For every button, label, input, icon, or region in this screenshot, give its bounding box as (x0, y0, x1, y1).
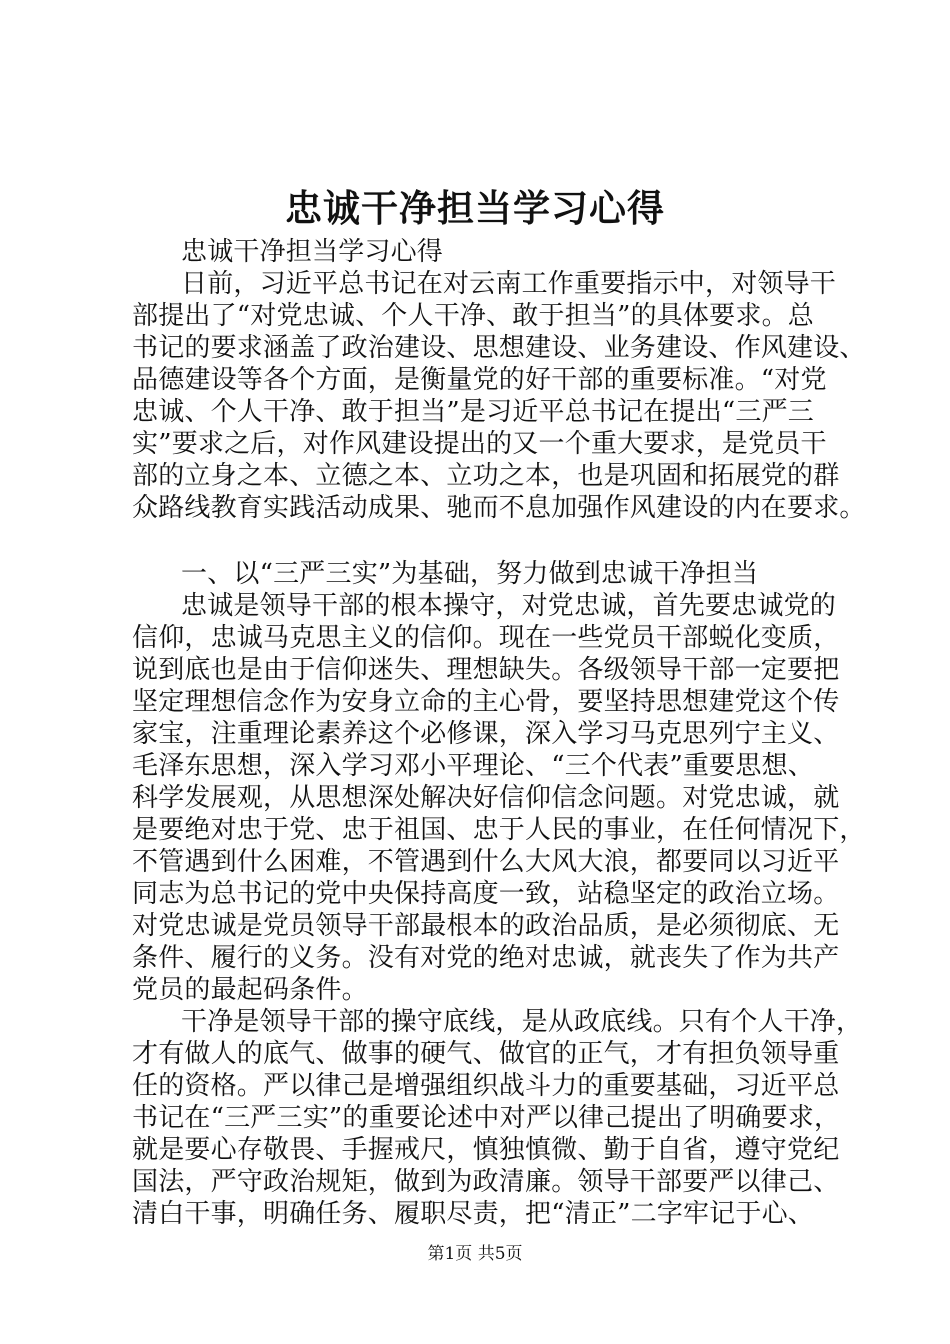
paragraph-line: 说到底也是由于信仰迷失、理想缺失。各级领导干部一定要把 (132, 655, 840, 685)
paragraph-gap (132, 524, 832, 558)
paragraph-line: 众路线教育实践活动成果、驰而不息加强作风建设的内在要求。 (132, 493, 866, 523)
paragraph-line: 品德建设等各个方面，是衡量党的好干部的重要标准。“对党 (132, 365, 827, 395)
paragraph-line: 清白干事，明确任务、履职尽责，把“清正”二字牢记于心、 (132, 1199, 814, 1229)
page-footer: 第1页 共5页 (427, 1244, 523, 1264)
paragraph-line: 部的立身之本、立德之本、立功之本，也是巩固和拓展党的群 (132, 461, 840, 491)
paragraph-line: 书记在“三严三实”的重要论述中对严以律己提出了明确要求， (132, 1103, 841, 1133)
paragraph-line: 国法，严守政治规矩，做到为政清廉。领导干部要严以律己、 (132, 1167, 840, 1197)
paragraph-first-line: 一、以“三严三实”为基础，努力做到忠诚干净担当 (181, 559, 759, 589)
paragraph-line: 部提出了“对党忠诚、个人干净、敢于担当”的具体要求。总 (132, 301, 814, 331)
paragraph-first-line: 干净是领导干部的操守底线，是从政底线。只有个人干净， (181, 1007, 863, 1037)
paragraph-line: 党员的最起码条件。 (132, 975, 368, 1005)
paragraph-first-line: 忠诚是领导干部的根本操守，对党忠诚，首先要忠诚党的 (181, 591, 837, 621)
paragraph-line: 条件、履行的义务。没有对党的绝对忠诚，就丧失了作为共产 (132, 943, 840, 973)
paragraph-line: 是要绝对忠于党、忠于祖国、忠于人民的事业，在任何情况下， (132, 815, 866, 845)
paragraph-line: 书记的要求涵盖了政治建设、思想建设、业务建设、作风建设、 (132, 333, 866, 363)
paragraph-line: 忠诚、个人干净、敢于担当”是习近平总书记在提出“三严三 (132, 397, 814, 427)
paragraph-first-line: 日前，习近平总书记在对云南工作重要指示中，对领导干 (181, 269, 837, 299)
paragraph-first-line: 忠诚干净担当学习心得 (181, 237, 444, 267)
paragraph-line: 才有做人的底气、做事的硬气、做官的正气，才有担负领导重 (132, 1039, 840, 1069)
document-title: 忠诚干净担当学习心得 (285, 186, 665, 230)
paragraph-line: 坚定理想信念作为安身立命的主心骨，要坚持思想建党这个传 (132, 687, 840, 717)
paragraph-line: 就是要心存敬畏、手握戒尺，慎独慎微、勤于自省，遵守党纪 (132, 1135, 840, 1165)
document-body (132, 236, 866, 1230)
paragraph-line: 科学发展观，从思想深处解决好信仰信念问题。对党忠诚，就 (132, 783, 840, 813)
paragraph-line: 信仰，忠诚马克思主义的信仰。现在一些党员干部蜕化变质， (132, 623, 840, 653)
paragraph-line: 同志为总书记的党中央保持高度一致，站稳坚定的政治立场。 (132, 879, 840, 909)
paragraph-line: 对党忠诚是党员领导干部最根本的政治品质，是必须彻底、无 (132, 911, 840, 941)
paragraph-line: 不管遇到什么困难，不管遇到什么大风大浪，都要同以习近平 (132, 847, 840, 877)
paragraph-line: 任的资格。严以律己是增强组织战斗力的重要基础，习近平总 (132, 1071, 840, 1101)
paragraph-line: 实”要求之后，对作风建设提出的又一个重大要求，是党员干 (132, 429, 827, 459)
paragraph-line: 毛泽东思想，深入学习邓小平理论、“三个代表”重要思想、 (132, 751, 814, 781)
paragraph-line: 家宝，注重理论素养这个必修课，深入学习马克思列宁主义、 (132, 719, 840, 749)
